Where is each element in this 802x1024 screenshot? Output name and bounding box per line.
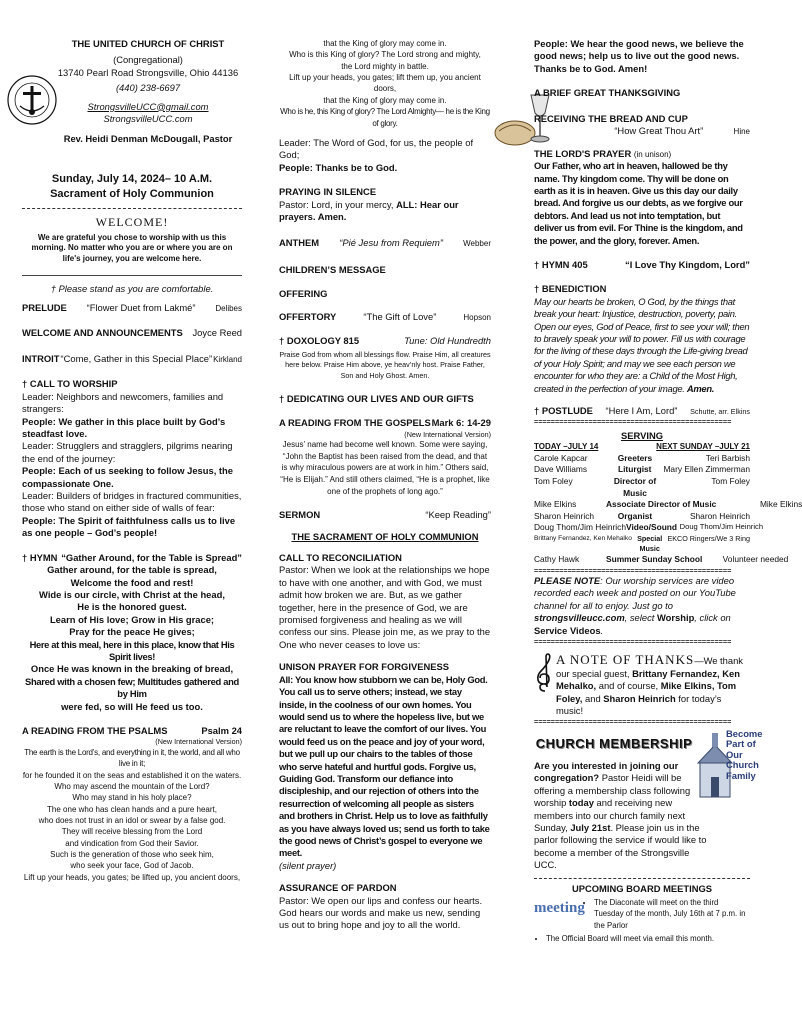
church-email[interactable]: StrongsvilleUCC@gmail.com xyxy=(87,100,209,112)
postlude-composer: Schutte, arr. Elkins xyxy=(690,407,750,417)
thanks-text xyxy=(534,651,750,718)
call-people-3: People: The Spirit of faithfulness calls us to live as one people – God’s people! xyxy=(22,514,236,539)
serving-today: TODAY –JULY 14 xyxy=(534,442,599,452)
offertory-line xyxy=(279,311,491,324)
cell: Associate Director of Music xyxy=(606,499,717,510)
divider xyxy=(22,208,242,209)
silence-pastor: Pastor: Lord, in your mercy, xyxy=(279,198,394,210)
cell: Greeters xyxy=(617,452,653,463)
anthem-title: “Pié Jesu from Requiem” xyxy=(339,237,443,249)
pardon-title: ASSURANCE OF PARDON xyxy=(279,882,397,894)
thanks-copy: for today’s music! xyxy=(556,692,722,716)
church-phone: (440) 238-6697 xyxy=(115,82,181,94)
meeting-item: • The Diaconate will meet on the third Tuesday of the month, July 16th at 7 p.m. in the Parlor xyxy=(594,897,750,931)
table-row xyxy=(534,453,750,465)
psalm-verse: that the King of glory may come in. xyxy=(323,39,447,48)
psalm-line xyxy=(22,725,242,737)
hymn-line: Wide is our circle, with Christ at the head, xyxy=(39,588,225,600)
receiving-hymn-line xyxy=(534,125,750,138)
membership-today: today xyxy=(568,797,594,809)
gospel-text: Jesus’ name had become well known. Some were saying, “John the Baptist has been raised from the dead, and that is why miraculous powers are at work in him.” Others said, “He is Elijah.” And still others claimed, “He is a prophet, like one of the prophets of long ago.” xyxy=(280,440,490,496)
offering: OFFERING xyxy=(279,288,328,300)
column-left xyxy=(22,38,242,883)
note-label: PLEASE NOTE xyxy=(534,575,601,587)
cell: Volunteer needed xyxy=(722,553,789,564)
column-right xyxy=(534,38,802,944)
sermon-title: “Keep Reading” xyxy=(425,509,491,521)
church-address: 13740 Pearl Road Strongsville, Ohio 44136 xyxy=(57,66,239,78)
membership-date: July 21st xyxy=(570,822,611,834)
cell: Doug Thom/Jim Heinrich xyxy=(534,522,627,533)
stand-note: † Please stand as you are comfortable. xyxy=(50,282,214,294)
church-header xyxy=(22,38,242,164)
psalm-verse: Who is this King of glory? The Lord strong and mighty, xyxy=(289,50,481,60)
equals-divider: =============================================== xyxy=(534,565,732,575)
prelude-line xyxy=(22,302,242,315)
psalm-verse: that the King of glory may come in. xyxy=(323,95,447,105)
divider xyxy=(534,878,750,879)
cell: Video/Sound xyxy=(626,522,678,533)
meetings-list xyxy=(534,933,750,944)
silence-title: PRAYING IN SILENCE xyxy=(279,186,377,198)
thanks-copy: —We thank our special guest, xyxy=(556,654,743,679)
psalm-verse: and vindication from God their Savior. xyxy=(65,838,199,848)
note-text: : Our worship services are video recorded each week and posted on our YouTube channel for all to enjoy. Just go to xyxy=(534,575,736,611)
psalm-verse: the Lord mighty in battle. xyxy=(341,61,429,71)
cell: Sharon Heinrich xyxy=(534,510,595,521)
congregational: (Congregational) xyxy=(113,54,183,66)
welcome-who: Joyce Reed xyxy=(192,327,242,339)
call-people-2: People: Each of us seeking to follow Jesus, the compassionate One. xyxy=(22,465,233,489)
introit-composer: Kirkland xyxy=(213,354,242,364)
anthem-composer: Webber xyxy=(463,239,491,249)
psalm-verse: who does not trust in an idol or swear by a false god. xyxy=(38,816,226,826)
word-block xyxy=(279,137,491,174)
cell: Cathy Hawk xyxy=(534,553,580,564)
word-people: People: Thanks be to God. xyxy=(279,161,398,173)
cell: Summer Sunday School xyxy=(606,553,703,564)
divider xyxy=(22,275,242,276)
become-member-text: Become Part of Our Church Family xyxy=(726,727,763,781)
table-row xyxy=(534,499,802,511)
hymn-line: were fed, so will He feed us too. xyxy=(61,700,203,712)
cell: Carole Kapcar xyxy=(534,452,588,463)
table-row xyxy=(534,522,764,534)
communion-title: THE SACRAMENT OF HOLY COMMUNION xyxy=(291,530,479,542)
thanks-names: Brittany Fernandez, Ken Mehalko, xyxy=(556,667,740,692)
psalm-verse: They will receive blessing from the Lord xyxy=(61,827,203,837)
thanks-names: Mike Elkins, Tom Foley, xyxy=(556,680,737,704)
postlude-line xyxy=(534,405,750,417)
equals-divider: =============================================== xyxy=(534,637,732,647)
prelude-label: PRELUDE xyxy=(22,301,67,313)
cell: Mary Ellen Zimmerman xyxy=(663,464,750,475)
psalm-verse: Lift up your heads, you gates; be lifted up, you ancient doors, xyxy=(23,872,241,882)
table-row xyxy=(534,464,750,476)
benediction-text xyxy=(534,296,750,395)
serving-table xyxy=(534,452,802,566)
hymn405-title: “I Love Thy Kingdom, Lord” xyxy=(625,258,750,270)
reconciliation-title: CALL TO RECONCILIATION xyxy=(279,552,402,564)
lords-prayer-unison: (in unison) xyxy=(633,149,672,159)
welcome-title: WELCOME! xyxy=(95,215,169,230)
note-text: , click on xyxy=(694,612,731,624)
hymn-line: Shared with a chosen few; Multitudes gathered and by Him xyxy=(25,675,239,700)
thanks-copy: and of course, xyxy=(596,680,661,692)
note-text: . xyxy=(600,624,604,636)
membership-block xyxy=(534,727,763,872)
silence-all: ALL: Hear our prayers. Amen. xyxy=(279,198,459,222)
cell: Liturgist xyxy=(617,464,652,475)
table-row xyxy=(534,476,750,499)
serving-header xyxy=(534,442,750,453)
serving-title: SERVING xyxy=(620,429,664,441)
meetings-block xyxy=(534,897,750,944)
gospel-ref: Mark 6: 14-29 xyxy=(431,417,491,429)
cell: EKCO Ringers/We 3 Ring xyxy=(667,534,750,544)
gospel-line xyxy=(279,417,491,429)
cell: Sharon Heinrich xyxy=(689,510,750,521)
church-website[interactable]: StrongsvilleUCC.com xyxy=(103,113,193,125)
thanks-title: A NOTE OF THANKS xyxy=(556,651,695,667)
hymn405-line xyxy=(534,259,750,271)
unison-text: All: You know how stubborn we can be, Holy God. You call us to serve others; instead, we stay inside, in the coolness of our own homes. You would send us to where the hopeless live, but we are reluctant to leave the comfort of our lives. You would feed us on the peace and joy of your word, but we pull up our chairs to the tables of those who serve hateful and hurtful gods. Forgive us, Guiding God. Transform our defiance into discipleship, and our rejection of others into the resurrection of welcoming all people as sisters and brothers in Christ. Help us to love as faithfully as you have always loved us; send us forth to take the good news of Christ’s gospel to everyone we meet. xyxy=(279,673,490,859)
hymn-label: † HYMN xyxy=(22,551,58,563)
psalm-version: (New International Version) xyxy=(155,737,242,747)
equals-divider: =============================================== xyxy=(534,717,732,727)
receiving-composer: Hine xyxy=(733,127,750,137)
call-people-1: People: We gather in this place built by God’s steadfast love. xyxy=(22,415,226,440)
unison-silent: (silent prayer) xyxy=(279,859,337,871)
doxology-text: Praise God from whom all blessings flow. Praise Him, all creatures here below. Praise Him above, ye heav’nly host. Praise Father, Son and Holy Ghost. Amen. xyxy=(279,349,491,380)
receiving-title: RECEIVING THE BREAD AND CUP xyxy=(534,112,688,124)
sermon-line xyxy=(279,509,491,521)
service-occasion: Sacrament of Holy Communion xyxy=(50,187,214,200)
psalm-verse: Who may ascend the mountain of the Lord? xyxy=(54,781,210,791)
church-name: THE UNITED CHURCH OF CHRIST xyxy=(71,38,225,49)
reconciliation-text: Pastor: When we look at the relationships we hope to have with one another, and with God, we must admit how broken we are. But, as we gather together, here in the presence of God, we are promised forgiveness and healing as we will confess our sins. Please join me, as we pray to the One who never ceases to love us: xyxy=(279,564,491,650)
psalm-verse: who seek your face, God of Jacob. xyxy=(70,861,194,871)
postlude-label: † POSTLUDE xyxy=(534,405,593,417)
hymn-line: Here at this meal, here in this place, know that His Spirit lives! xyxy=(29,638,235,662)
membership-question: Are you interested in joining our congregation? xyxy=(534,759,679,784)
cell: Organist xyxy=(617,510,653,521)
call-leader-3: Leader: Builders of bridges in fractured communities, those who stand on either side of walls of fear: xyxy=(22,490,242,514)
call-to-worship-title: † CALL TO WORSHIP xyxy=(22,378,118,390)
psalm-continued xyxy=(279,38,491,129)
service-date: Sunday, July 14, 2024– 10 A.M. xyxy=(51,173,213,185)
psalm-verse: Who is he, this King of glory? The Lord Almighty— he is the King of glory. xyxy=(280,107,490,128)
cell: Tom Foley xyxy=(534,476,573,487)
hymn-line: Welcome the food and rest! xyxy=(70,576,194,588)
serving-next: NEXT SUNDAY –JULY 21 xyxy=(656,442,750,452)
call-leader-2: Leader: Strugglers and stragglers, pilgrims nearing the end of the journey: xyxy=(22,440,233,464)
psalm-ref: Psalm 24 xyxy=(201,724,242,736)
gospel-version: (New International Version) xyxy=(404,429,491,439)
treble-clef-icon xyxy=(536,653,552,693)
cell: Tom Foley xyxy=(711,476,750,487)
membership-copy: . Please join us in the parlor following the service if would like to become a member of the Strongsville UCC. xyxy=(534,822,707,871)
hymn-title: “Gather Around, for the Table is Spread” xyxy=(61,551,242,563)
word-leader: Leader: The Word of God, for us, the people of God; xyxy=(279,136,474,161)
hymn405-label: † HYMN 405 xyxy=(534,258,588,270)
lords-prayer-title: THE LORD'S PRAYER xyxy=(534,147,632,159)
hymn-line: Once He was known in the breaking of bread, xyxy=(30,663,234,675)
hymn-line: Pray for the peace He gives; xyxy=(69,626,195,638)
column-middle xyxy=(279,38,491,932)
psalm-verse: The one who has clean hands and a pure heart, xyxy=(47,804,217,814)
psalm-text xyxy=(22,747,242,883)
table-row xyxy=(534,553,789,566)
doxology-line xyxy=(279,335,491,347)
note-worship: Worship xyxy=(656,612,695,624)
table-row xyxy=(534,511,750,523)
offertory-label: OFFERTORY xyxy=(279,310,337,322)
cell: Doug Thom/Jim Heinrich xyxy=(679,522,764,532)
psalm-verse: for he founded it on the seas and established it on the waters. xyxy=(22,770,242,780)
cell: Brittany Fernandez, Ken Mehalko xyxy=(534,535,632,543)
meetings-title: UPCOMING BOARD MEETINGS xyxy=(571,882,713,894)
meeting-item: • The Official Board will meet via email this month. xyxy=(546,933,750,944)
note-site-link[interactable]: strongsvilleucc.com xyxy=(534,612,625,624)
cell: Mike Elkins xyxy=(759,499,802,510)
benediction-title: † BENEDICTION xyxy=(534,283,607,295)
pardon-text: Pastor: We open our lips and confess our hearts. God hears our words and make us new, sending us out to bring hope and joy to all the world. xyxy=(279,894,483,931)
thanks-block xyxy=(534,651,750,718)
table-row xyxy=(534,534,750,554)
hymn-line xyxy=(22,552,242,564)
psalm-verse: The earth is the Lord’s, and everything in it, the world, and all who live in it; xyxy=(24,747,240,769)
call-leader-1: Leader: Neighbors and newcomers, families and strangers: xyxy=(22,390,224,415)
membership-copy: and receiving new members into our church family next Sunday, xyxy=(534,797,686,834)
anthem-label: ANTHEM xyxy=(279,237,320,249)
note-text: , select xyxy=(624,612,657,624)
hymn-lyrics xyxy=(22,564,242,713)
welcome-text: We are grateful you chose to worship with us this morning. No matter who you are or where you are on life's journey, you are welcome here. xyxy=(31,232,233,263)
sermon-label: SERMON xyxy=(279,509,321,521)
thanks-copy: and xyxy=(582,692,604,704)
become-member-graphic xyxy=(696,727,763,803)
prelude-composer: Delibes xyxy=(215,303,242,313)
equals-divider: =============================================== xyxy=(534,417,732,427)
meeting-logo-text: meeting xyxy=(534,900,585,917)
hymn-line: Learn of His love; Grow in His grace; xyxy=(49,613,215,625)
membership-copy: Pastor Heidi will be offering a membership class following worship xyxy=(534,772,691,809)
cell: Teri Barbish xyxy=(705,452,750,463)
cell: Director of Music xyxy=(613,476,657,498)
cell: Special Music xyxy=(637,534,663,553)
introit-label: INTROIT xyxy=(22,352,60,364)
dedicating: † DEDICATING OUR LIVES AND OUR GIFTS xyxy=(279,392,474,404)
prelude-title: “Flower Duet from Lakmé” xyxy=(86,301,196,313)
membership-title: CHURCH MEMBERSHIP xyxy=(535,735,693,751)
benediction-amen: Amen. xyxy=(686,382,715,394)
thanks-names: Sharon Heinrich xyxy=(603,692,676,704)
offertory-composer: Hopson xyxy=(463,312,491,322)
hymn-line: Gather around, for the table is spread, xyxy=(47,564,217,576)
receiving-hymn: “How Great Thou Art” xyxy=(614,125,704,137)
lords-prayer-text: Our Father, who art in heaven, hallowed be thy name. Thy kingdom come. Thy will be done on earth as it is in heaven. Give us this day our daily bread. And forgive us our debts, as we forgive our debtors. And lead us not into temptation, but deliver us from evil. For Thine is the kingdom, and the power, and the glory, forever. Amen. xyxy=(534,160,743,246)
psalm-verse: Such is the generation of those who seek him, xyxy=(50,850,214,860)
introit-title: “Come, Gather in this Special Place” xyxy=(60,352,213,364)
silence-text xyxy=(279,199,491,224)
benediction-body: May our hearts be broken, O God, by the things that break your heart: Injustice, destruction, poverty, pain. Open our eyes, God of Peace, first to see your will; then to bravely speak your will to power. Fill us with courage for the living of these days through the Life-giving bread of your Holy Spirit; and may we see each person we encounter for who they are: a Child of the Most High, created in the perfection of your image. xyxy=(534,295,750,394)
cell: Dave Williams xyxy=(534,464,588,475)
good-news: People: We hear the good news, we believe the good news; help us to live out the good news. Thanks be to God. Amen! xyxy=(534,38,744,74)
psalm-verse: Lift up your heads, you gates; lift them up, you ancient doors, xyxy=(289,73,481,94)
note-service: Service Videos xyxy=(534,624,601,636)
ucc-seal-icon xyxy=(6,72,58,128)
doxology-tune: Tune: Old Hundredth xyxy=(404,335,491,347)
doxology-label: † DOXOLOGY 815 xyxy=(279,335,360,347)
lords-prayer-heading xyxy=(534,148,750,161)
psalm-verse: Who may stand in his holy place? xyxy=(72,793,192,803)
pastor-name: Rev. Heidi Denman McDougall, Pastor xyxy=(63,133,233,145)
anthem-line xyxy=(279,237,491,250)
please-note xyxy=(534,575,750,637)
psalm-label: A READING FROM THE PSALMS xyxy=(22,724,168,736)
introit-line xyxy=(22,353,242,366)
childrens-message: CHILDREN’S MESSAGE xyxy=(279,263,386,275)
welcome-line xyxy=(22,327,242,339)
brief-thanksgiving: A BRIEF GREAT THANKSGIVING xyxy=(534,87,681,99)
unison-title: UNISON PRAYER FOR FORGIVENESS xyxy=(279,661,449,673)
postlude-title: “Here I Am, Lord” xyxy=(605,405,678,417)
offertory-title: “The Gift of Love” xyxy=(363,310,437,322)
welcome-label: WELCOME AND ANNOUNCEMENTS xyxy=(22,327,183,339)
cell: Mike Elkins xyxy=(534,499,577,510)
gospel-label: A READING FROM THE GOSPELS xyxy=(279,417,431,429)
meeting-logo xyxy=(534,899,585,929)
hymn-line: He is the honored guest. xyxy=(77,601,187,613)
